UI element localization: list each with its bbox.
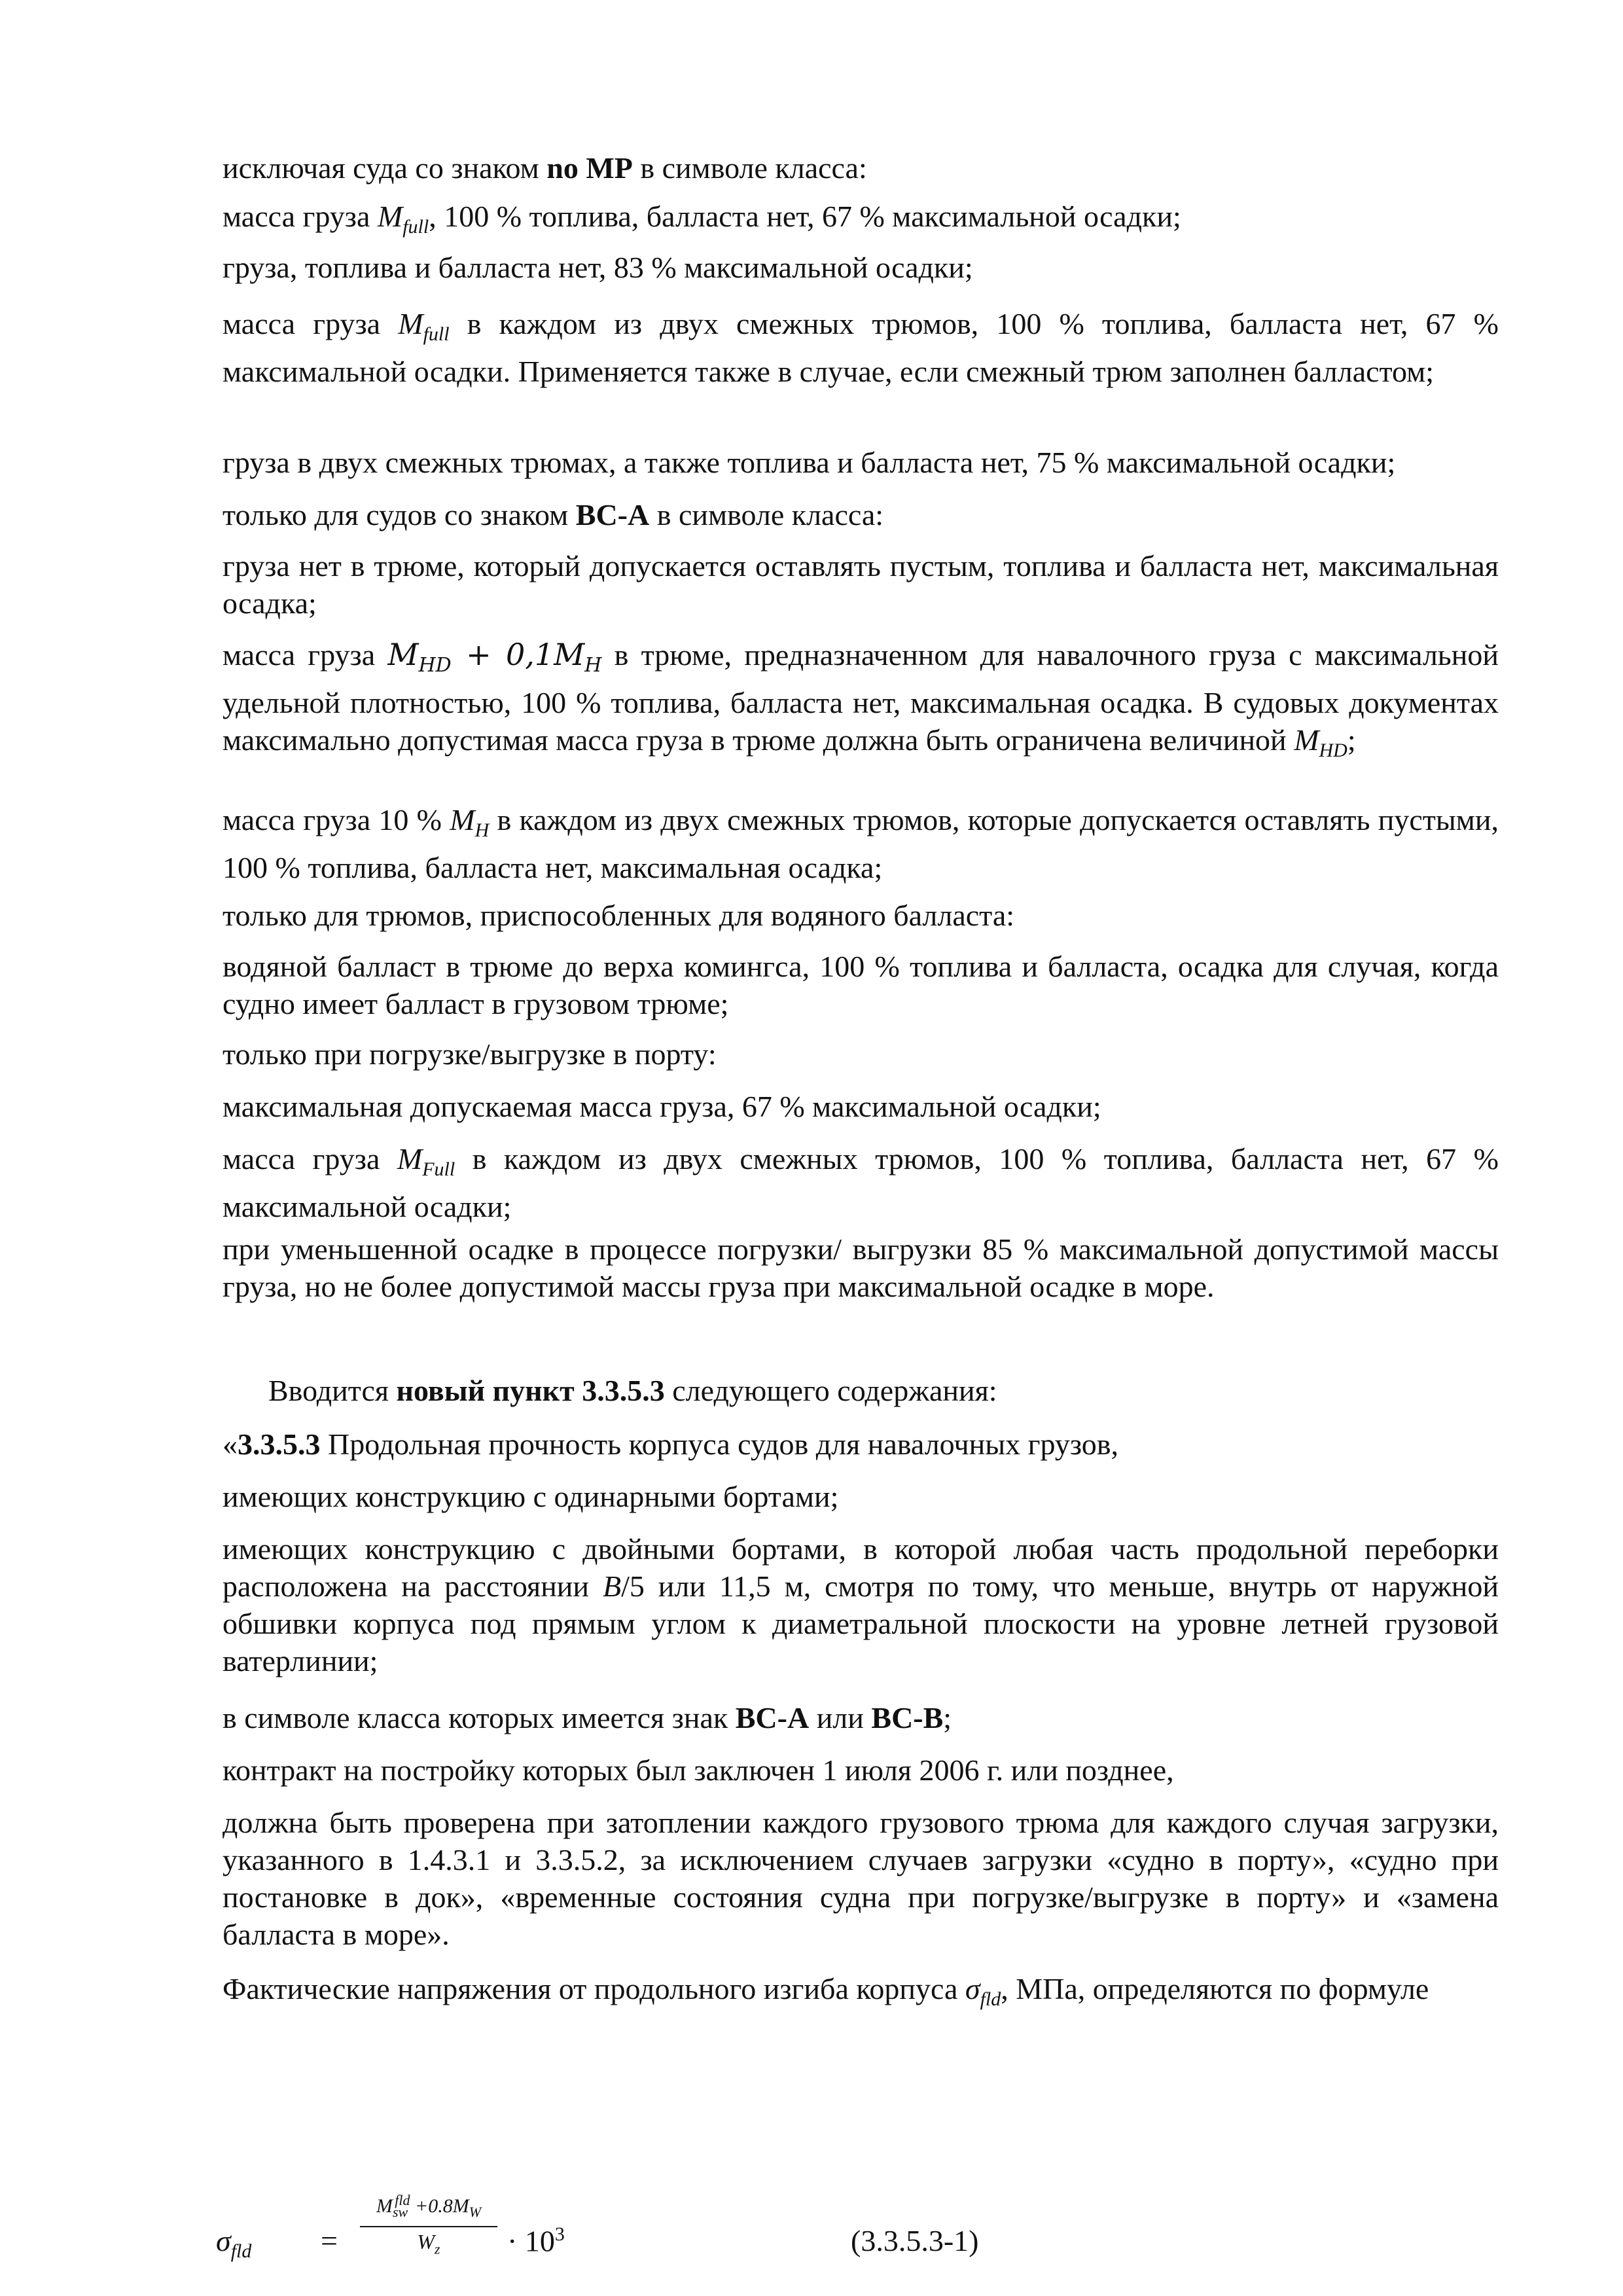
paragraph: «3.3.5.3 Продольная прочность корпуса судов для навалочных грузов, (223, 1427, 1118, 1461)
formula-fraction (360, 2189, 497, 2261)
paragraph: водяной балласт в трюме до верха комингса, 100 % топлива и балласта, осадка для случая, когда судно имеет балласт в грузовом трюме; (223, 950, 1499, 1020)
formula-3-3-5-3-1 (216, 2189, 1492, 2268)
paragraph: масса груза $M_{HD} + 0,1M_H$ в трюме, предназначенном для навалочного груза с максимальной удельной плотностью, 100 % топлива, балласта нет, максимальная осадка. В судовых документах максимально допустимая масса груза в трюме должна быть ограничена величиной $M_{HD}$; (223, 637, 1499, 762)
paragraph: только для трюмов, приспособленных для водяного балласта: (223, 899, 1015, 932)
formula-number: (3.3.5.3-1) (851, 2224, 979, 2257)
paragraph: Вводится новый пункт 3.3.5.3 следующего содержания: (268, 1374, 997, 1407)
formula-equals: = (321, 2224, 338, 2257)
formula-lhs: $\sigma_{fld}$ (216, 2224, 252, 2263)
paragraph: масса груза 10 % $M_H$ в каждом из двух смежных трюмов, которые допускается оставлять пустыми, 100 % топлива, балласта нет, максимальная осадка; (223, 803, 1499, 885)
formula-numerator: $M_{sw}^{fld} +0.8M_W$ (376, 2192, 482, 2220)
paragraph: груза в двух смежных трюмах, а также топлива и балласта нет, 75 % максимальной осадки; (223, 446, 1396, 479)
paragraph: только при погрузке/выгрузке в порту: (223, 1037, 717, 1071)
paragraph: масса груза $M_{Full}$ в каждом из двух смежных трюмов, 100 % топлива, балласта нет, 67 % максимальной осадки; (223, 1142, 1499, 1224)
paragraph: масса груза $M_{full}$ в каждом из двух смежных трюмов, 100 % топлива, балласта нет, 67 % максимальной осадки. Применяется также в случае, если смежный трюм заполнен балластом; (223, 307, 1499, 389)
paragraph: только для судов со знаком BC-A в символе класса: (223, 498, 884, 531)
paragraph: имеющих конструкцию с одинарными бортами; (223, 1480, 839, 1513)
paragraph: исключая суда со знаком no MP в символе класса: (223, 151, 867, 185)
paragraph: максимальная допускаемая масса груза, 67 % максимальной осадки; (223, 1090, 1101, 1123)
paragraph: груза, топлива и балласта нет, 83 % максимальной осадки; (223, 251, 973, 284)
paragraph: должна быть проверена при затоплении каждого грузового трюма для каждого случая загрузки, указанного в 1.4.3.1 и 3.3.5.2, за исключением случаев загрузки «судно в порту», «судно при постановке в док», «временные состояния судна при погрузке/выгрузке в порту» и «замена балласта в море». (223, 1806, 1499, 1951)
paragraph: контракт на постройку которых был заключен 1 июля 2006 г. или позднее, (223, 1753, 1174, 1787)
formula-denominator: $W_z$ (417, 2230, 440, 2257)
formula-factor: · $10^3$ (507, 2223, 565, 2258)
paragraph: Фактические напряжения от продольного изгиба корпуса $\sigma_{fld}$, МПа, определяются по формуле (223, 1972, 1429, 2011)
paragraph: имеющих конструкцию с двойными бортами, в которой любая часть продольной переборки расположена на расстоянии B/5 или 11,5 м, смотря по тому, что меньше, внутрь от наружной обшивки корпуса под прямым углом к диаметральной плоскости на уровне летней грузовой ватерлинии; (223, 1532, 1499, 1677)
paragraph: в символе класса которых имеется знак BC-A или BC-B; (223, 1701, 952, 1734)
paragraph: груза нет в трюме, который допускается оставлять пустым, топлива и балласта нет, максимальная осадка; (223, 549, 1499, 620)
paragraph: при уменьшенной осадке в процессе погрузки/ выгрузки 85 % максимальной допустимой массы груза, но не более допустимой массы груза при максимальной осадке в море. (223, 1232, 1499, 1303)
fraction-bar (360, 2226, 497, 2227)
paragraph: масса груза $M_{full}$, 100 % топлива, балласта нет, 67 % максимальной осадки; (223, 200, 1181, 238)
